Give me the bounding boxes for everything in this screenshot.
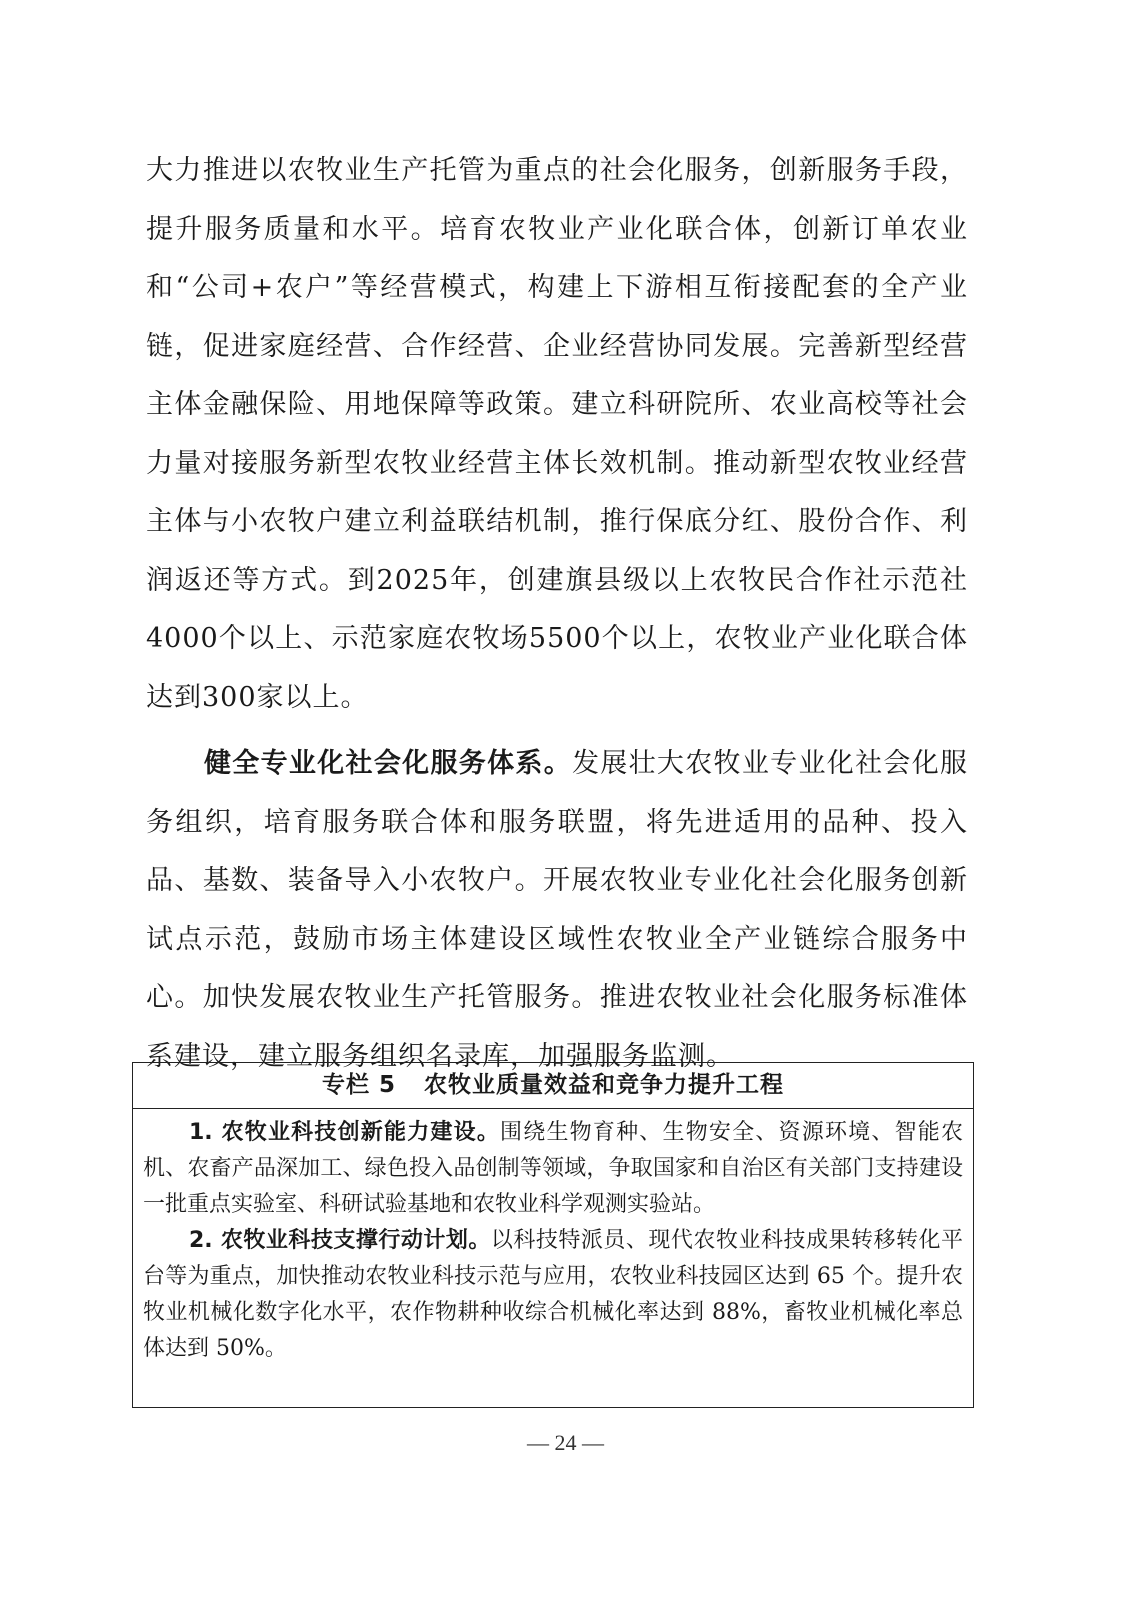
special-column-box [132,1062,974,1408]
box-item-2 [143,1223,963,1367]
paragraph-2-heading: 健全专业化社会化服务体系。 [204,748,572,779]
box-body [133,1109,973,1367]
box-item-1 [143,1115,963,1223]
box-item-1-heading: 1. 农牧业科技创新能力建设。 [189,1120,501,1145]
paragraph-1: 大力推进以农牧业生产托管为重点的社会化服务，创新服务手段，提升服务质量和水平。培育农牧业产业化联合体，创新订单农业和“公司+农户”等经营模式，构建上下游相互衔接配套的全产业链，促进家庭经营、合作经营、企业经营协同发展。完善新型经营主体金融保险、用地保障等政策。建立科研院所、农业高校等社会力量对接服务新型农牧业经营主体长效机制。推动新型农牧业经营主体与小农牧户建立利益联结机制，推行保底分红、股份合作、利润返还等方式。到2025年，创建旗县级以上农牧民合作社示范社4000个以上、示范家庭农牧场5500个以上，农牧业产业化联合体达到300家以上。 [146,155,968,713]
box-title-text: 农牧业质量效益和竞争力提升工程 [424,1072,784,1098]
box-number: 专栏 5 [321,1072,396,1098]
paragraph-2-text: 发展壮大农牧业专业化社会化服务组织，培育服务联合体和服务联盟，将先进适用的品种、投入品、基数、装备导入小农牧户。开展农牧业专业化社会化服务创新试点示范，鼓励市场主体建设区域性农牧业全产业链综合服务中心。加快发展农牧业生产托管服务。推进农牧业社会化服务标准体系建设，建立服务组织名录库，加强服务监测。 [146,748,968,1072]
box-item-1-text: 围绕生物育种、生物安全、资源环境、智能农机、农畜产品深加工、绿色投入品创制等领域，争取国家和自治区有关部门支持建设一批重点实验室、科研试验基地和农牧业科学观测实验站。 [143,1120,963,1217]
body-text [146,142,968,1086]
box-title [133,1063,973,1109]
box-item-2-text: 以科技特派员、现代农牧业科技成果转移转化平台等为重点，加快推动农牧业科技示范与应用，农牧业科技园区达到 65 个。提升农牧业机械化数字化水平，农作物耕种收综合机械化率达到 88%，畜牧业机械化率总体达到 50%。 [143,1228,963,1361]
page-number: — 24 — [527,1430,604,1455]
box-item-2-heading: 2. 农牧业科技支撑行动计划。 [189,1228,491,1253]
paragraph-2 [146,735,968,1086]
